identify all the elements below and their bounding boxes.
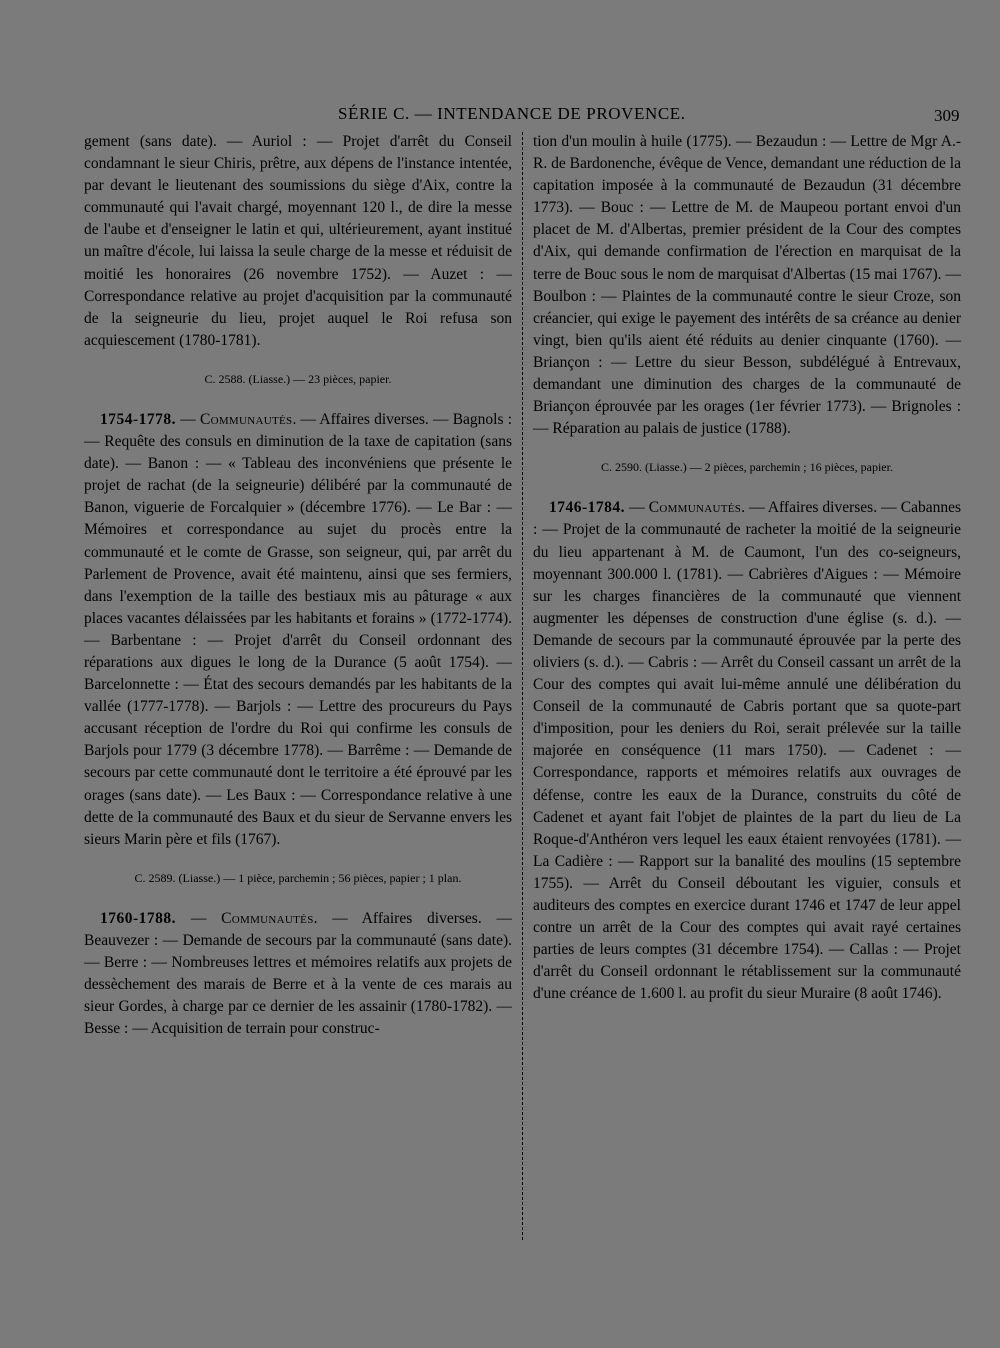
right-continuation-text: tion d'un moulin à huile (1775). — Bezaudun : — Lettre de Mgr A.-R. de Bardonenche, évêque de Vence, demandant une réduction de la capitation imposée à la communauté de Bezaudun (31 décembre 1773). — Bouc : — Lettre de M. de Maupeou portant envoi d'un placet de M. d'Albertas, premier président de la Cour des comptes d'Aix, qui demande confirmation de l'érection en marquisat de la terre de Bouc sous le nom de marquisat d'Albertas (15 mai 1767). — Boulbon : — Plaintes de la communauté contre le sieur Croze, son créancier, qui exige le payement des intérêts de sa créance au denier vingt, bien qu'ils aient été réduits au denier cinquante (1760). — Briançon : — Lettre du sieur Besson, subdélégué à Entrevaux, demandant une diminution des charges de la communauté de Briançon éprouvée par les orages (1er février 1773). — Brignoles : — Réparation au palais de justice (1788). (533, 133, 961, 438)
entry-2588-dates: 1754-1778. (100, 410, 177, 428)
entry-2590-paragraph: 1746-1784. — Communautés. — Affaires diverses. — Cabannes : — Projet de la communauté de racheter la moitié de la seigneurie du lieu appartenant à M. de Caumont, l'un des co-seigneurs, moyennant 300.000 l. (1781). — Cabrières d'Aigues : — Mémoire sur les charges financières de la communauté que viennent augmenter les dépenses de construction d'une église (s. d.). — Demande de secours par la communauté éprouvée par la perte des oliviers (s. d.). — Cabris : — Arrêt du Conseil cassant un arrêt de la Cour des comptes qui avait lui-même annulé une délibération du Conseil de la communauté de Cabris portant que sa quote-part d'imposition, pour les deniers du Roi, serait prélevée sur la taille majorée en conséquence (11 mars 1750). — Cadenet : — Correspondance, rapports et mémoires relatifs aux ouvrages de défense, contre les eaux de la Durance, construits du côté de Cadenet et ayant fait l'objet de plaintes de la part du lieu de La Roque-d'Anthéron vers lequel les eaux étaient renvoyées (1781). — La Cadière : — Rapport sur la banalité des moulins (15 septembre 1755). — Arrêt du Conseil déboutant les viguier, consuls et auditeurs des comptes en exercice durant 1746 et 1747 de leur appel contre un arrêt de la Cour des comptes qui avait rayé certaines parties de leurs comptes (31 décembre 1754). — Callas : — Projet d'arrêt du Conseil ordonnant le rétablissement sur la communauté d'une créance de 1.600 l. au profit du sieur Muraire (8 août 1746). (533, 499, 961, 1003)
entry-2589-text: . — Affaires diverses. — Beauvezer : — Demande de secours par la communauté (sans date). — Berre : — Nombreuses lettres et mémoires relatifs aux projets de dessèchement des marais de Berre et à la vente de ces marais au sieur Gordes, à charge par ce dernier de les assainir (1780-1782). — Besse : — Acquisition de terrain pour construc- (84, 909, 512, 1038)
left-column (84, 131, 512, 1040)
entry-2590-subject: Communautés (648, 499, 742, 517)
right-continuation (533, 131, 961, 440)
entry-2588-text: — Affaires diverses. — Bagnols : — Requête des consuls en diminution de la taxe de capitation (sans date). — Banon : — « Tableau des inconvéniens que présente le projet de rachat (de la seigneurie) délibéré par la communauté de Banon, viguerie de Forcalquier » (décembre 1776). — Le Bar : — Mémoires et correspondance au sujet du procès entre la communauté et le comte de Grasse, son seigneur, qui, par arrêt du Parlement de Provence, avait été maintenu, ainsi que ses fermiers, dans l'exemption de la taille des bestiaux mis au pâturage « aux places vacantes délaissées par les habitants et forains » (1772-1774). — Barbentane : — Projet d'arrêt du Conseil ordonnant des réparations aux digues le long de la Durance (5 août 1754). — Barcelonnette : — État des secours demandés par les habitants de la vallée (1777-1778). — Barjols : — Lettre des procureurs du Pays accusant réception de l'ordre du Roi qui confirme les consuls de Barjols pour 1779 (3 décembre 1778). — Barrême : — Demande de secours par cette communauté dont le territoire a été éprouvé par les orages (sans date). — Les Baux : — Correspondance relative à une dette de la communauté des Baux et du sieur de Servanne envers les sieurs Marin père et fils (1767). (84, 410, 513, 848)
entry-2589-dates: 1760-1788. (100, 909, 177, 927)
cote-2589: C. 2589. (Liasse.) — 1 pièce, parchemin ; 56 pièces, papier ; 1 plan. (134, 870, 462, 885)
left-continuation-text: gement (sans date). — Auriol : — Projet d'arrêt du Conseil condamnant le sieur Chiris, prêtre, aux dépens de l'instance intentée, par devant le lieutenant des soumissions du siège d'Aix, contre la communauté qui l'avait chargé, moyennant 120 l., de dire la messe de l'aube et d'enseigner le latin et qui, ultérieurement, ayant institué un maître d'école, lui laissa la seule charge de la messe et réduisit de moitié les honoraires (26 novembre 1752). — Auzet : — Correspondance relative au projet d'acquisition par la communauté de la seigneurie du lieu, projet auquel le Roi refusa son acquiescement (1780-1781). (84, 133, 512, 349)
entry-2589 (84, 908, 512, 1041)
entry-2588-subject: Communautés (199, 410, 293, 428)
page-number: 309 (934, 106, 960, 125)
entry-2589-subject: Communautés (221, 909, 314, 927)
running-header (0, 104, 1000, 130)
entry-2590-dates: 1746-1784. (549, 499, 626, 517)
column-divider (522, 132, 523, 1240)
entry-2588 (84, 409, 512, 851)
entry-2589-paragraph: 1760-1788. — Communautés. — Affaires diverses. — Beauvezer : — Demande de secours par la communauté (sans date). — Berre : — Nombreuses lettres et mémoires relatifs aux projets de dessèchement des marais de Berre et à la vente de ces marais au sieur Gordes, à charge par ce dernier de les assainir (1780-1782). — Besse : — Acquisition de terrain pour construc- (84, 909, 512, 1038)
right-column (533, 131, 961, 1005)
cote-2590: C. 2590. (Liasse.) — 2 pièces, parchemin ; 16 pièces, papier. (601, 460, 893, 475)
entry-2588-paragraph: 1754-1778. — Communautés. — Affaires diverses. — Bagnols : — Requête des consuls en diminution de la taxe de capitation (sans date). — Banon : — « Tableau des inconvéniens que présente le projet de rachat (de la seigneurie) délibéré par la communauté de Banon, viguerie de Forcalquier » (décembre 1776). — Le Bar : — Mémoires et correspondance au sujet du procès entre la communauté et le comte de Grasse, son seigneur, qui, par arrêt du Parlement de Provence, avait été maintenu, ainsi que ses fermiers, dans l'exemption de la taille des bestiaux mis au pâturage « aux places vacantes délaissées par les habitants et forains » (1772-1774). — Barbentane : — Projet d'arrêt du Conseil ordonnant des réparations aux digues le long de la Durance (5 août 1754). — Barcelonnette : — État des secours demandés par les habitants de la vallée (1777-1778). — Barjols : — Lettre des procureurs du Pays accusant réception de l'ordre du Roi qui confirme les consuls de Barjols pour 1779 (3 décembre 1778). — Barrême : — Demande de secours par cette communauté dont le territoire a été éprouvé par les orages (sans date). — Les Baux : — Correspondance relative à une dette de la communauté des Baux et du sieur de Servanne envers les sieurs Marin père et fils (1767). (84, 410, 513, 848)
cote-2588: C. 2588. (Liasse.) — 23 pièces, papier. (204, 371, 392, 386)
entry-2590-text: . — Affaires diverses. — Cabannes : — Projet de la communauté de racheter la moitié de la seigneurie du lieu appartenant à M. de Caumont, l'un des co-seigneurs, moyennant 300.000 l. (1781). — Cabrières d'Aigues : — Mémoire sur les charges financières de la communauté que viennent augmenter les dépenses de construction d'une église (s. d.). — Demande de secours par la communauté éprouvée par la perte des oliviers (s. d.). — Cabris : — Arrêt du Conseil cassant un arrêt de la Cour des comptes qui avait lui-même annulé une délibération du Conseil de la communauté de Cabris portant que sa quote-part d'imposition, pour les deniers du Roi, serait prélevée sur la taille majorée en conséquence (11 mars 1750). — Cadenet : — Correspondance, rapports et mémoires relatifs aux ouvrages de défense, contre les eaux de la Durance, construits du côté de Cadenet et ayant fait l'objet de plaintes de la part du lieu de La Roque-d'Anthéron vers lequel les eaux étaient renvoyées (1781). — La Cadière : — Rapport sur la banalité des moulins (15 septembre 1755). — Arrêt du Conseil déboutant les viguier, consuls et auditeurs des comptes en exercice durant 1746 et 1747 de leur appel contre un arrêt de la Cour des comptes qui avait rayé certaines parties de leurs comptes (31 décembre 1754). — Callas : — Projet d'arrêt du Conseil ordonnant le rétablissement sur la communauté d'une créance de 1.600 l. au profit du sieur Muraire (8 août 1746). (533, 499, 961, 1003)
left-continuation (84, 131, 512, 352)
entry-2590 (533, 497, 961, 1005)
header-title: SÉRIE C. — INTENDANCE DE PROVENCE. (338, 104, 686, 123)
